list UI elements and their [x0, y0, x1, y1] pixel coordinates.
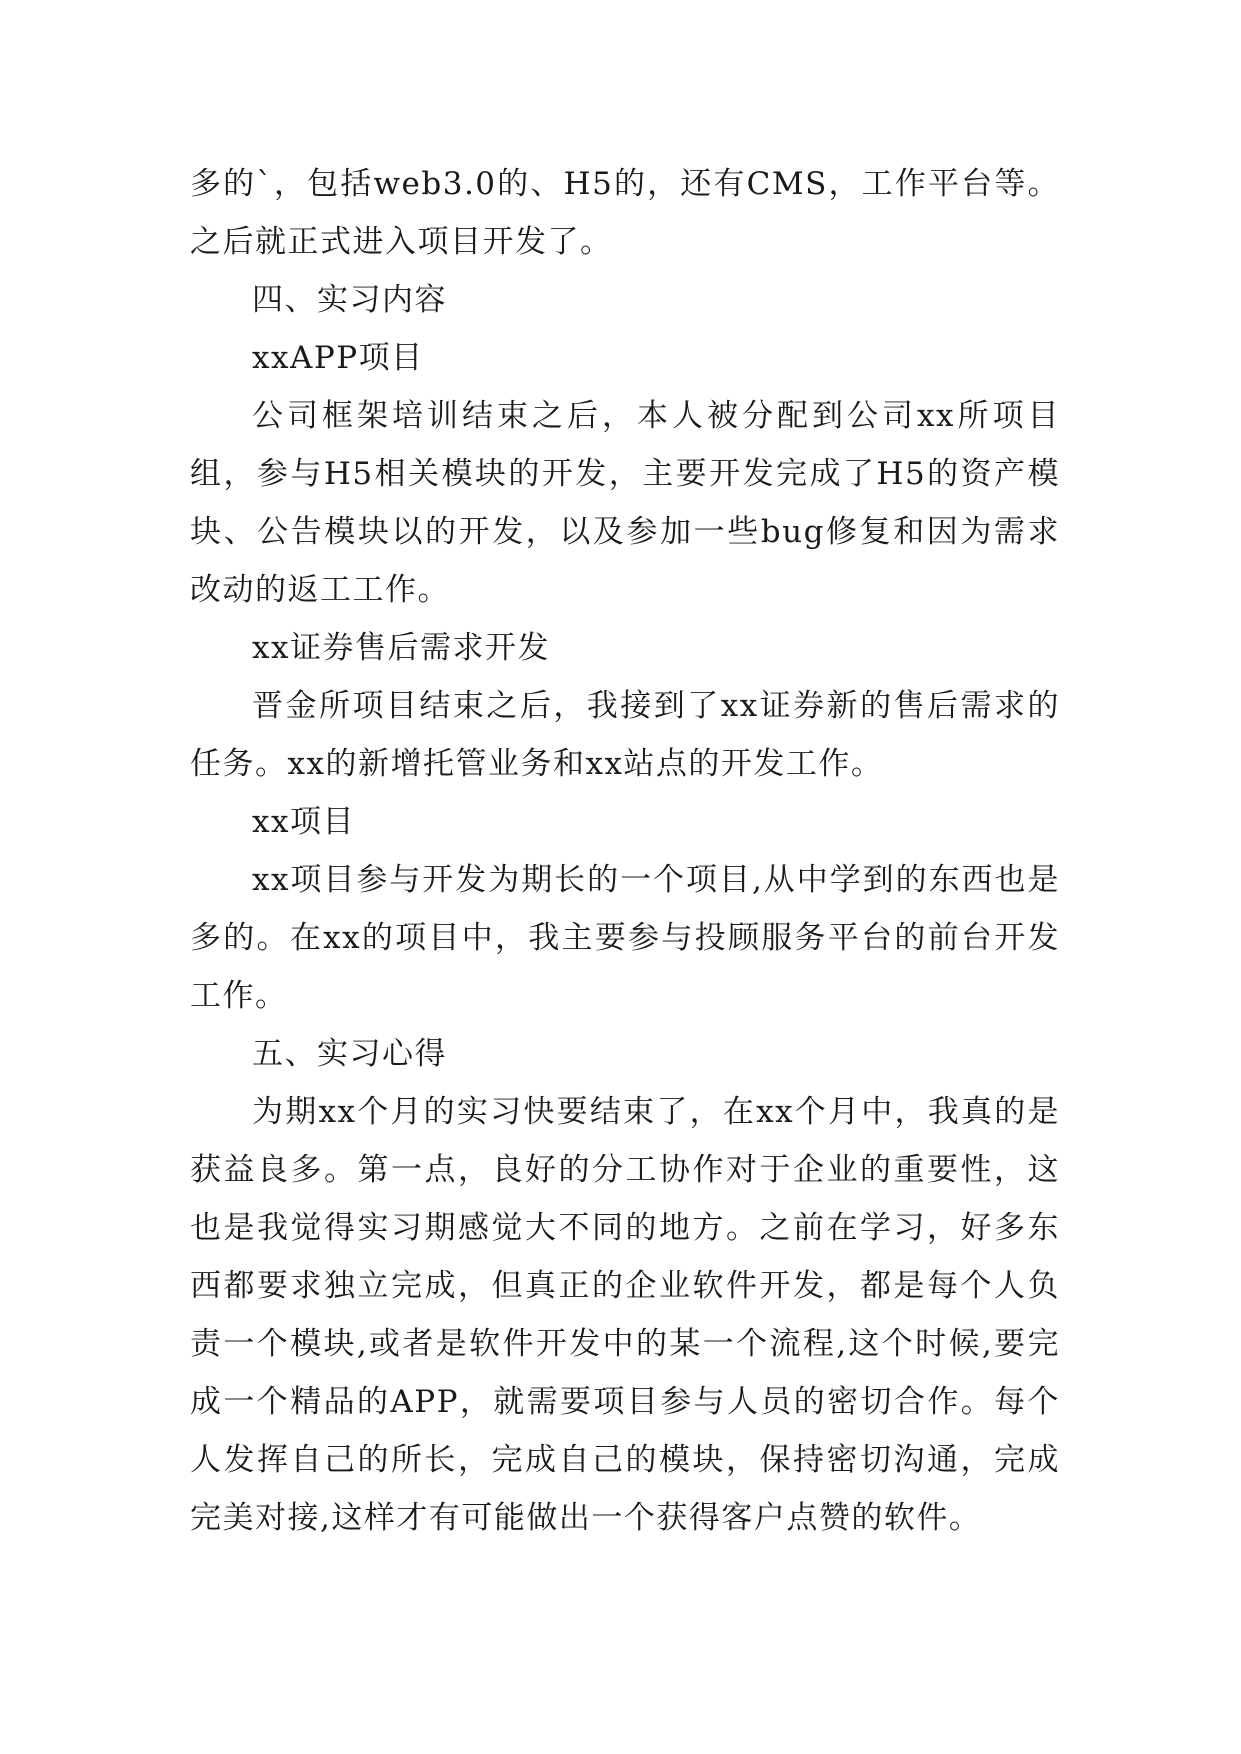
subheading-app-project: xxAPP项目 — [252, 340, 424, 376]
section-heading-internship-experience: 五、实习心得 — [252, 1036, 447, 1072]
document-body — [190, 155, 1060, 1547]
subheading-securities-after-sales: xx证券售后需求开发 — [252, 630, 550, 666]
subheading-xx-project: xx项目 — [252, 804, 355, 840]
paragraph-app-project: 公司框架培训结束之后，本人被分配到公司xx所项目组，参与H5相关模块的开发，主要开发完成了H5的资产模块、公告模块以的开发，以及参加一些bug修复和因为需求改动的返工工作。 — [190, 398, 1060, 608]
section-heading-internship-content: 四、实习内容 — [252, 282, 447, 318]
paragraph-securities-after-sales: 晋金所项目结束之后，我接到了xx证券新的售后需求的任务。xx的新增托管业务和xx站点的开发工作。 — [190, 688, 1060, 782]
paragraph-continued: 多的`，包括web3.0的、H5的，还有CMS，工作平台等。之后就正式进入项目开发了。 — [190, 166, 1060, 260]
paragraph-internship-experience: 为期xx个月的实习快要结束了，在xx个月中，我真的是获益良多。第一点，良好的分工协作对于企业的重要性，这也是我觉得实习期感觉大不同的地方。之前在学习，好多东西都要求独立完成，但真正的企业软件开发，都是每个人负责一个模块,或者是软件开发中的某一个流程,这个时候,要完成一个精品的APP，就需要项目参与人员的密切合作。每个人发挥自己的所长，完成自己的模块，保持密切沟通，完成完美对接,这样才有可能做出一个获得客户点赞的软件。 — [190, 1094, 1060, 1536]
paragraph-xx-project: xx项目参与开发为期长的一个项目,从中学到的东西也是多的。在xx的项目中，我主要参与投顾服务平台的前台开发工作。 — [190, 862, 1060, 1014]
